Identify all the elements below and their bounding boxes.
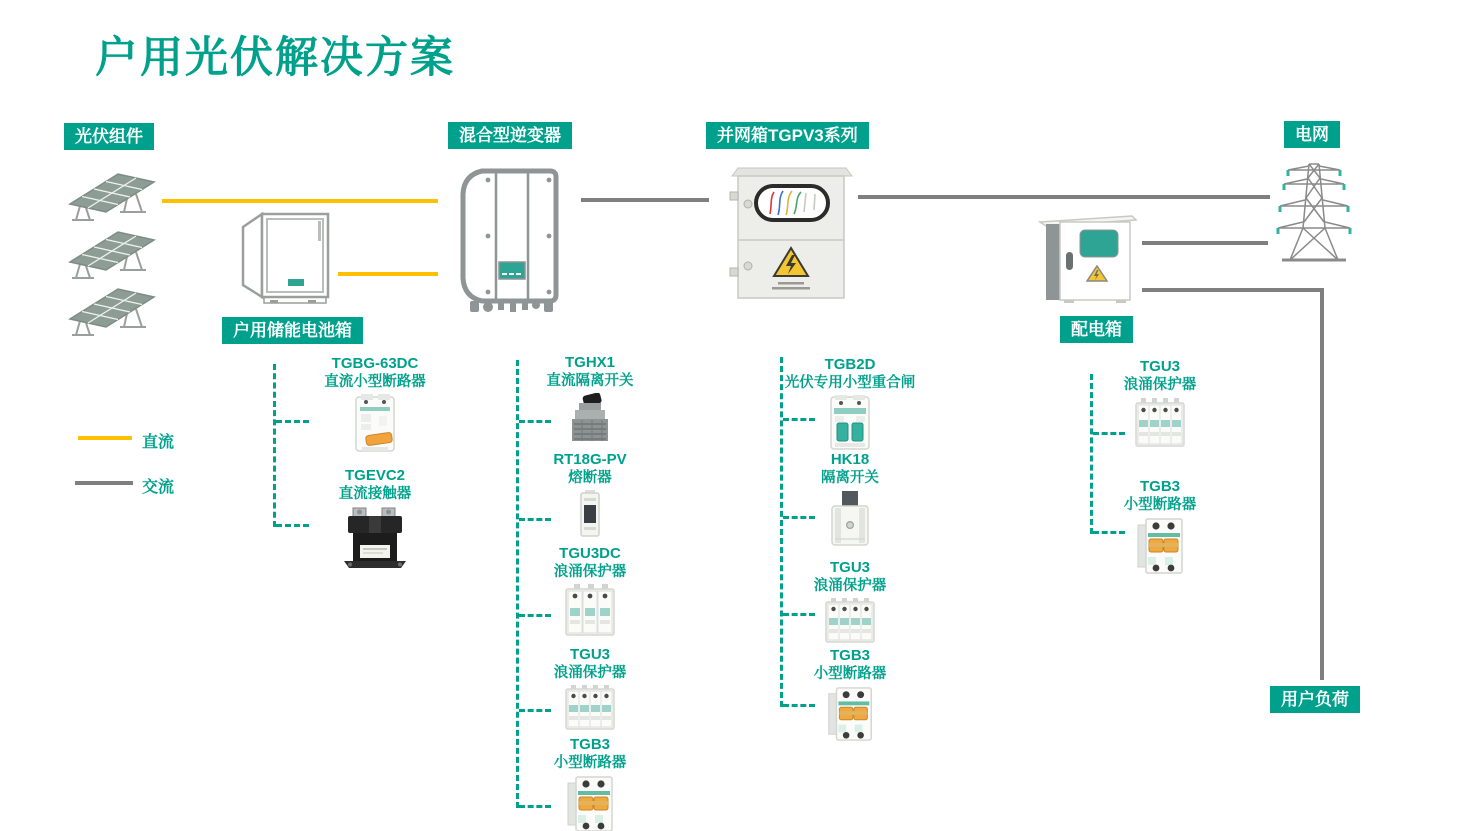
ac-line-distbox-to-grid — [1142, 241, 1268, 245]
component-tgb3-gridbox — [765, 646, 935, 742]
dashed-connector-battery — [273, 364, 276, 527]
component-name: 浪涌保护器 — [553, 564, 627, 580]
label-pv-modules: 光伏组件 — [64, 123, 154, 150]
component-tghx1 — [505, 353, 675, 443]
label-battery-box: 户用储能电池箱 — [222, 317, 363, 344]
surge-protector-product-icon — [564, 685, 616, 731]
component-hk18 — [765, 450, 935, 547]
solar-panel-icon — [66, 226, 158, 282]
component-model: TGEVC2 — [344, 467, 405, 484]
mcb-product-icon — [352, 394, 398, 454]
ac-line-distbox-to-load-vertical — [1320, 288, 1324, 680]
component-name: 小型断路器 — [813, 666, 887, 682]
isolation-switch-product-icon — [830, 491, 870, 547]
component-tgu3-inverter — [505, 645, 675, 731]
component-model: TGHX1 — [564, 354, 615, 371]
component-rt18g-pv — [505, 450, 675, 538]
component-model: TGBG-63DC — [331, 355, 419, 372]
component-name: 浪涌保护器 — [553, 665, 627, 681]
ac-line-distbox-to-load-horizontal — [1142, 288, 1324, 292]
solar-panel-icon — [66, 168, 158, 224]
component-model: HK18 — [830, 451, 870, 468]
component-model: TGU3 — [829, 559, 870, 576]
surge-protector-product-icon — [824, 598, 876, 644]
component-model: TGB2D — [824, 356, 876, 373]
component-tgu3-distbox — [1075, 357, 1245, 448]
component-tgbg-63dc — [290, 354, 460, 454]
surge-protector-product-icon — [1134, 398, 1186, 448]
component-name: 熔断器 — [568, 470, 612, 486]
component-tgb2d — [765, 355, 935, 451]
component-name: 浪涌保护器 — [1123, 377, 1197, 393]
label-user-load: 用户负荷 — [1270, 686, 1360, 713]
component-model: TGB3 — [569, 736, 610, 753]
ac-line-inverter-to-gridbox — [581, 198, 709, 202]
component-name: 光伏专用小型重合闸 — [784, 375, 916, 391]
legend-dc-line — [78, 436, 132, 440]
component-model: TGU3DC — [559, 545, 621, 562]
dc-isolator-product-icon — [565, 393, 615, 443]
power-grid-tower-icon — [1276, 156, 1352, 272]
grid-connection-box-icon — [726, 160, 858, 308]
component-name: 直流接触器 — [338, 486, 412, 502]
battery-box-icon — [238, 209, 334, 307]
component-model: TGB3 — [829, 647, 870, 664]
label-distribution-box: 配电箱 — [1060, 316, 1133, 343]
component-tgu3-gridbox — [765, 558, 935, 644]
component-name: 直流隔离开关 — [546, 373, 634, 389]
component-tgb3-distbox — [1075, 477, 1245, 575]
component-name: 隔离开关 — [821, 470, 879, 486]
component-tgb3-inverter — [505, 735, 675, 831]
page-title: 户用光伏解决方案 — [95, 34, 455, 82]
contactor-product-icon — [344, 507, 406, 569]
component-model: RT18G-PV — [553, 451, 627, 468]
component-name: 浪涌保护器 — [813, 578, 887, 594]
recloser-product-icon — [828, 395, 872, 451]
component-name: 小型断路器 — [1123, 497, 1197, 513]
component-model: TGB3 — [1139, 478, 1180, 495]
component-model: TGU3 — [569, 646, 610, 663]
component-name: 小型断路器 — [553, 755, 627, 771]
legend-ac-line — [75, 481, 133, 485]
mcb-product-icon — [1137, 517, 1183, 575]
label-grid-connection-box: 并网箱TGPV3系列 — [706, 122, 869, 149]
component-tgevc2 — [290, 466, 460, 569]
distribution-box-icon — [1038, 206, 1138, 306]
dc-line-pv-to-inverter — [162, 199, 438, 203]
component-name: 直流小型断路器 — [324, 374, 426, 390]
label-hybrid-inverter: 混合型逆变器 — [448, 122, 572, 149]
legend-ac-label: 交流 — [142, 479, 175, 496]
surge-protector-product-icon — [564, 584, 616, 638]
solar-panel-icon — [66, 283, 158, 339]
dc-line-battery-to-inverter — [338, 272, 438, 276]
inverter-icon — [454, 166, 568, 316]
legend-dc-label: 直流 — [142, 434, 175, 451]
mcb-product-icon — [567, 775, 613, 831]
label-power-grid: 电网 — [1284, 121, 1340, 148]
mcb-product-icon — [827, 686, 873, 742]
component-tgu3dc — [505, 544, 675, 638]
component-model: TGU3 — [1139, 358, 1180, 375]
ac-line-gridbox-to-grid — [858, 195, 1270, 199]
fuse-product-icon — [578, 490, 602, 538]
